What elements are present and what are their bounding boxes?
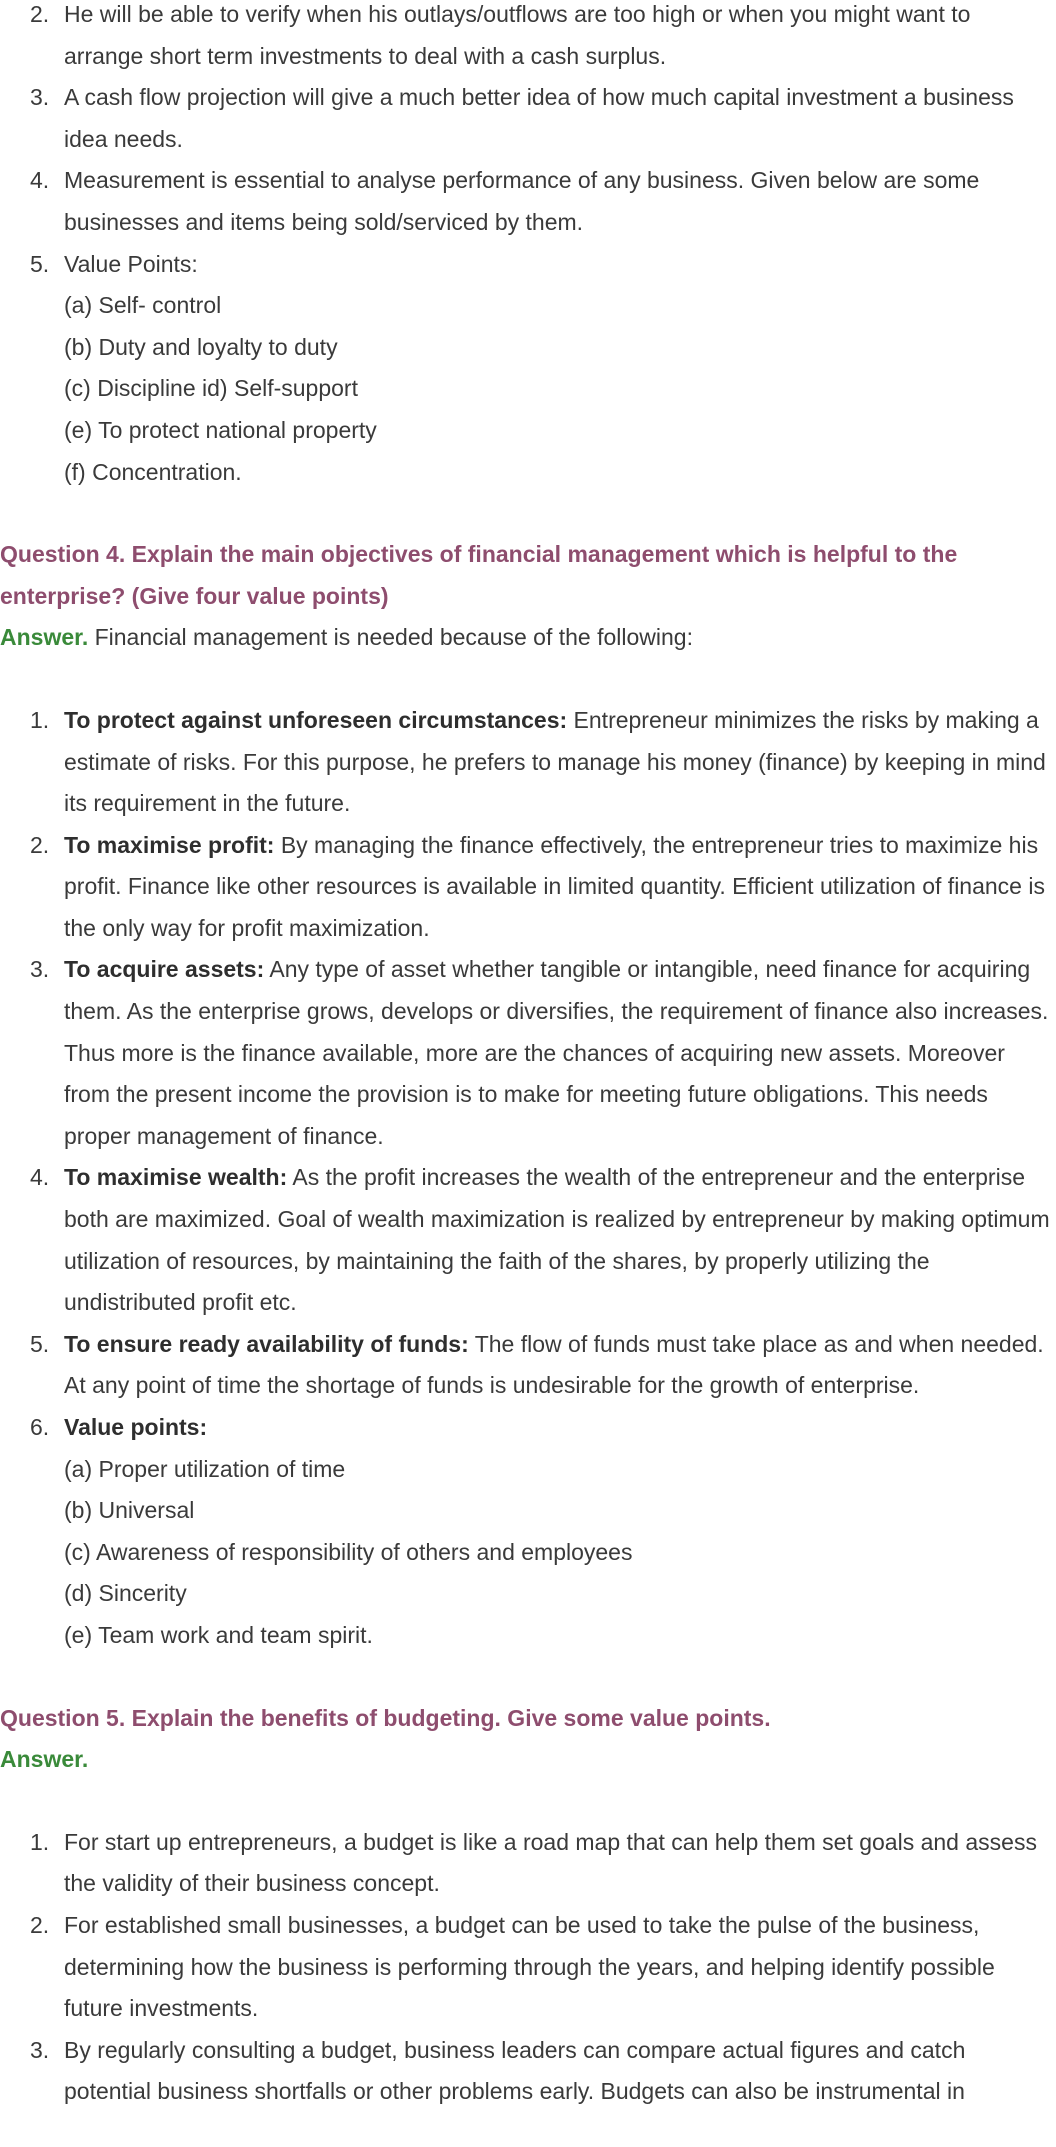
- objective-title: To maximise profit:: [64, 831, 275, 858]
- list-number: 3.: [30, 84, 50, 111]
- list-number: 2.: [30, 1911, 50, 1938]
- list-item: [0, 1324, 1056, 1407]
- list-number: 2.: [30, 831, 50, 858]
- list-item: [0, 0, 1056, 77]
- list-text: A cash flow projection will give a much better idea of how much capital investment a business idea needs.: [64, 84, 1014, 152]
- spacer: [0, 1781, 1056, 1822]
- value-point: (b) Duty and loyalty to duty: [64, 333, 338, 360]
- list-item: [0, 77, 1056, 160]
- spacer: [0, 659, 1056, 700]
- q5-benefits-list: [0, 1822, 1056, 2113]
- objective-title: To ensure ready availability of funds:: [64, 1330, 469, 1357]
- list-item: [0, 2030, 1056, 2113]
- list-item: [0, 700, 1056, 825]
- list-item: [0, 825, 1056, 950]
- list-item: [0, 1905, 1056, 2030]
- list-number: 4.: [30, 167, 50, 194]
- value-point: (e) To protect national property: [64, 416, 377, 443]
- objective-title: To acquire assets:: [64, 956, 265, 983]
- list-item: [0, 949, 1056, 1157]
- list-text: For established small businesses, a budget can be used to take the pulse of the business, determining how the business is performing through the years, and helping identify possible future investments.: [64, 1911, 995, 2022]
- value-point: (a) Proper utilization of time: [64, 1455, 346, 1482]
- value-point: (b) Universal: [64, 1497, 195, 1524]
- objective-text: By managing the finance effectively, the entrepreneur tries to maximize his profit. Finance like other resources is available in limited quantity. Efficient utilization of finance is the only way for profit maximization.: [64, 831, 1045, 941]
- value-point: (c) Discipline id) Self-support: [64, 375, 358, 402]
- list-item: [0, 160, 1056, 243]
- list-number: 4.: [30, 1164, 50, 1191]
- list-number: 2.: [30, 1, 50, 27]
- objective-text: Any type of asset whether tangible or intangible, need finance for acquiring them. As the enterprise grows, develops or diversifies, the requirement of finance also increases. Thus more is the finance available, more are the chances of acquiring new assets. Moreover from the present income the provision is to make for meeting future obligations. This needs proper management of finance.: [64, 956, 1049, 1149]
- answer-4-intro: [0, 617, 1056, 659]
- list-text: Measurement is essential to analyse performance of any business. Given below are some businesses and items being sold/serviced by them.: [64, 167, 980, 235]
- value-point: (f) Concentration.: [64, 458, 242, 485]
- answer-label: Answer.: [0, 1746, 89, 1773]
- list-item: [0, 1822, 1056, 1905]
- cash-flow-list: [0, 0, 1056, 493]
- list-item-value-points: [0, 1407, 1056, 1657]
- list-number: 5.: [30, 250, 50, 277]
- list-number: 1.: [30, 706, 50, 733]
- question-4-heading: Question 4. Explain the main objectives of financial management which is helpful to the enterprise? (Give four value points): [0, 541, 958, 609]
- list-text: By regularly consulting a budget, business leaders can compare actual figures and catch potential business shortfalls or other problems early. Budgets can also be instrumental in: [64, 2036, 966, 2105]
- list-number: 6.: [30, 1414, 50, 1440]
- answer-label: Answer.: [0, 624, 89, 651]
- spacer: [0, 493, 1056, 534]
- list-number: 5.: [30, 1330, 50, 1357]
- objective-title: To protect against unforeseen circumstances:: [64, 706, 568, 733]
- list-number: 1.: [30, 1828, 50, 1855]
- list-item: [0, 1157, 1056, 1323]
- list-text: He will be able to verify when his outlays/outflows are too high or when you might want to arrange short term investments to deal with a cash surplus.: [64, 1, 971, 69]
- value-point: (d) Sincerity: [64, 1580, 187, 1607]
- objective-text: Entrepreneur minimizes the risks by making a estimate of risks. For this purpose, he prefers to manage his money (finance) by keeping in mind its requirement in the future.: [64, 706, 1046, 817]
- question-5-heading: Question 5. Explain the benefits of budgeting. Give some value points.: [0, 1704, 771, 1731]
- objective-text: The flow of funds must take place as and when needed. At any point of time the shortage of funds is undesirable for the growth of enterprise.: [64, 1330, 1044, 1399]
- objective-title: To maximise wealth:: [64, 1164, 288, 1191]
- value-point: (a) Self- control: [64, 292, 222, 319]
- objective-text: As the profit increases the wealth of the entrepreneur and the enterprise both are maximized. Goal of wealth maximization is realized by entrepreneur by making optimum utilization of resources, by maintaining the faith of the shares, by properly utilizing the undistributed profit etc.: [64, 1164, 1050, 1316]
- list-number: 3.: [30, 2036, 50, 2063]
- value-point: (e) Team work and team spirit.: [64, 1621, 373, 1648]
- value-points-label: Value points:: [64, 1414, 208, 1440]
- list-item-value-points: [0, 244, 1056, 494]
- list-text: For start up entrepreneurs, a budget is like a road map that can help them set goals and assess the validity of their business concept.: [64, 1828, 1037, 1897]
- value-point: (c) Awareness of responsibility of others and employees: [64, 1538, 633, 1565]
- answer-text: Financial management is needed because of the following:: [88, 624, 693, 651]
- value-points-label: Value Points:: [64, 250, 198, 277]
- list-number: 3.: [30, 956, 50, 983]
- spacer: [0, 1657, 1056, 1698]
- answer-5-intro: [0, 1739, 1056, 1781]
- q4-objectives-list: [0, 700, 1056, 1657]
